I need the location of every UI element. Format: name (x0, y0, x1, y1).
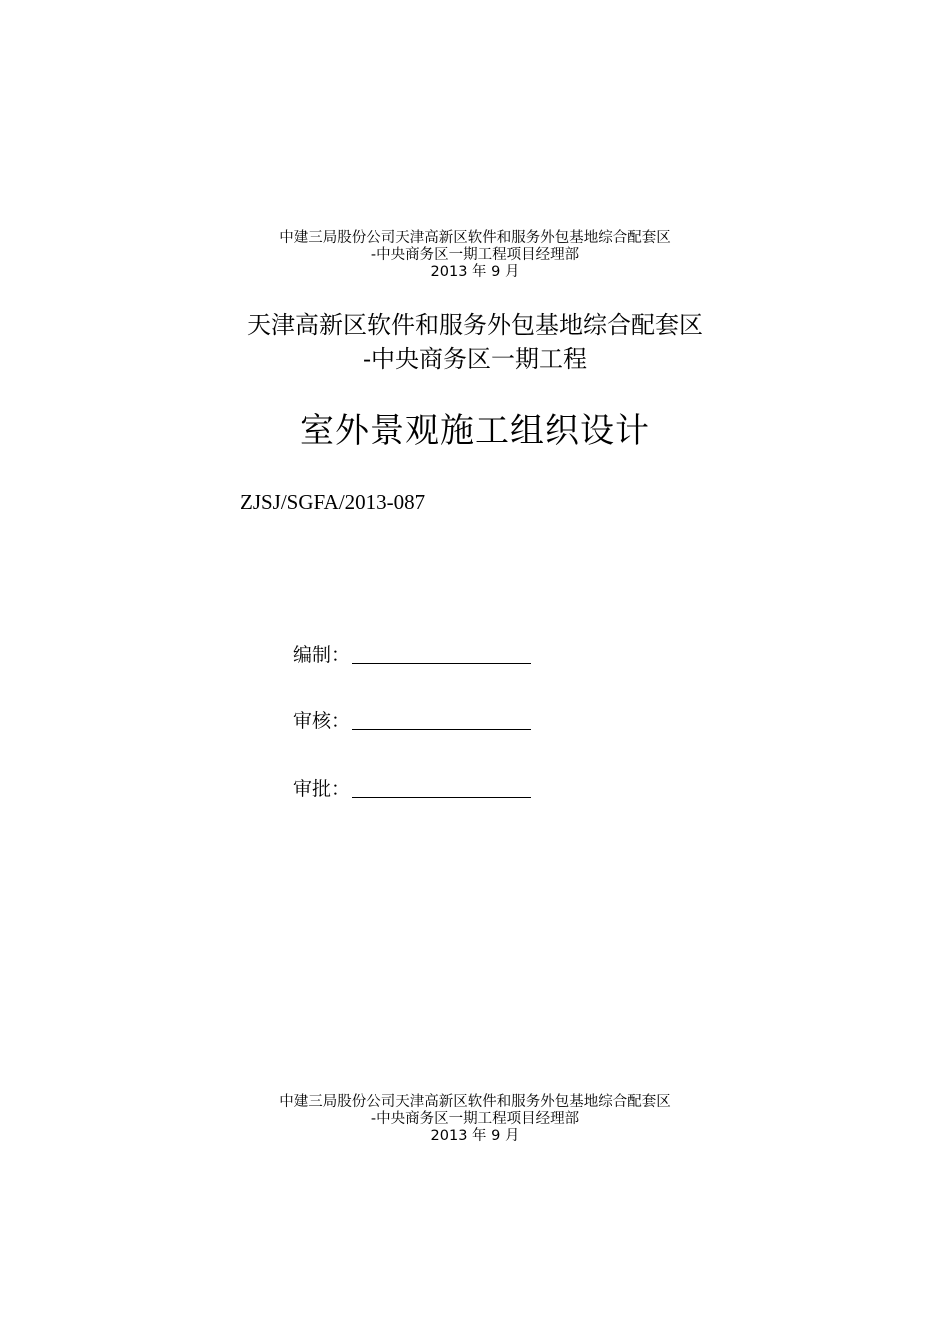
approve-signature-row (293, 772, 531, 802)
footer-date: 2013 年 9 月 (430, 1128, 520, 1144)
approve-signature-line (352, 777, 531, 798)
project-title-line2: -中央商务区一期工程 (362, 345, 588, 373)
compile-label: 编制： (293, 644, 351, 666)
review-signature-row (293, 704, 531, 734)
project-title (0, 308, 950, 376)
compile-signature-row (293, 638, 531, 668)
footer-org-line1: 中建三局股份公司天津高新区软件和服务外包基地综合配套区 (279, 1094, 671, 1110)
top-header-org-line1: 中建三局股份公司天津高新区软件和服务外包基地综合配套区 (279, 230, 671, 246)
project-title-line1: 天津高新区软件和服务外包基地综合配套区 (247, 311, 703, 339)
footer-block (0, 1094, 950, 1145)
approve-label: 审批： (293, 778, 351, 800)
document-number: ZJSJ/SGFA/2013-087 (240, 490, 426, 514)
review-signature-line (352, 709, 531, 730)
document-title: 室外景观施工组织设计 (300, 411, 650, 451)
compile-signature-line (352, 643, 531, 664)
footer-org-line2: -中央商务区一期工程项目经理部 (370, 1111, 580, 1127)
review-label: 审核： (293, 710, 351, 732)
top-header-org-line2: -中央商务区一期工程项目经理部 (370, 247, 580, 263)
top-header-date: 2013 年 9 月 (430, 264, 520, 280)
top-header (0, 230, 950, 281)
